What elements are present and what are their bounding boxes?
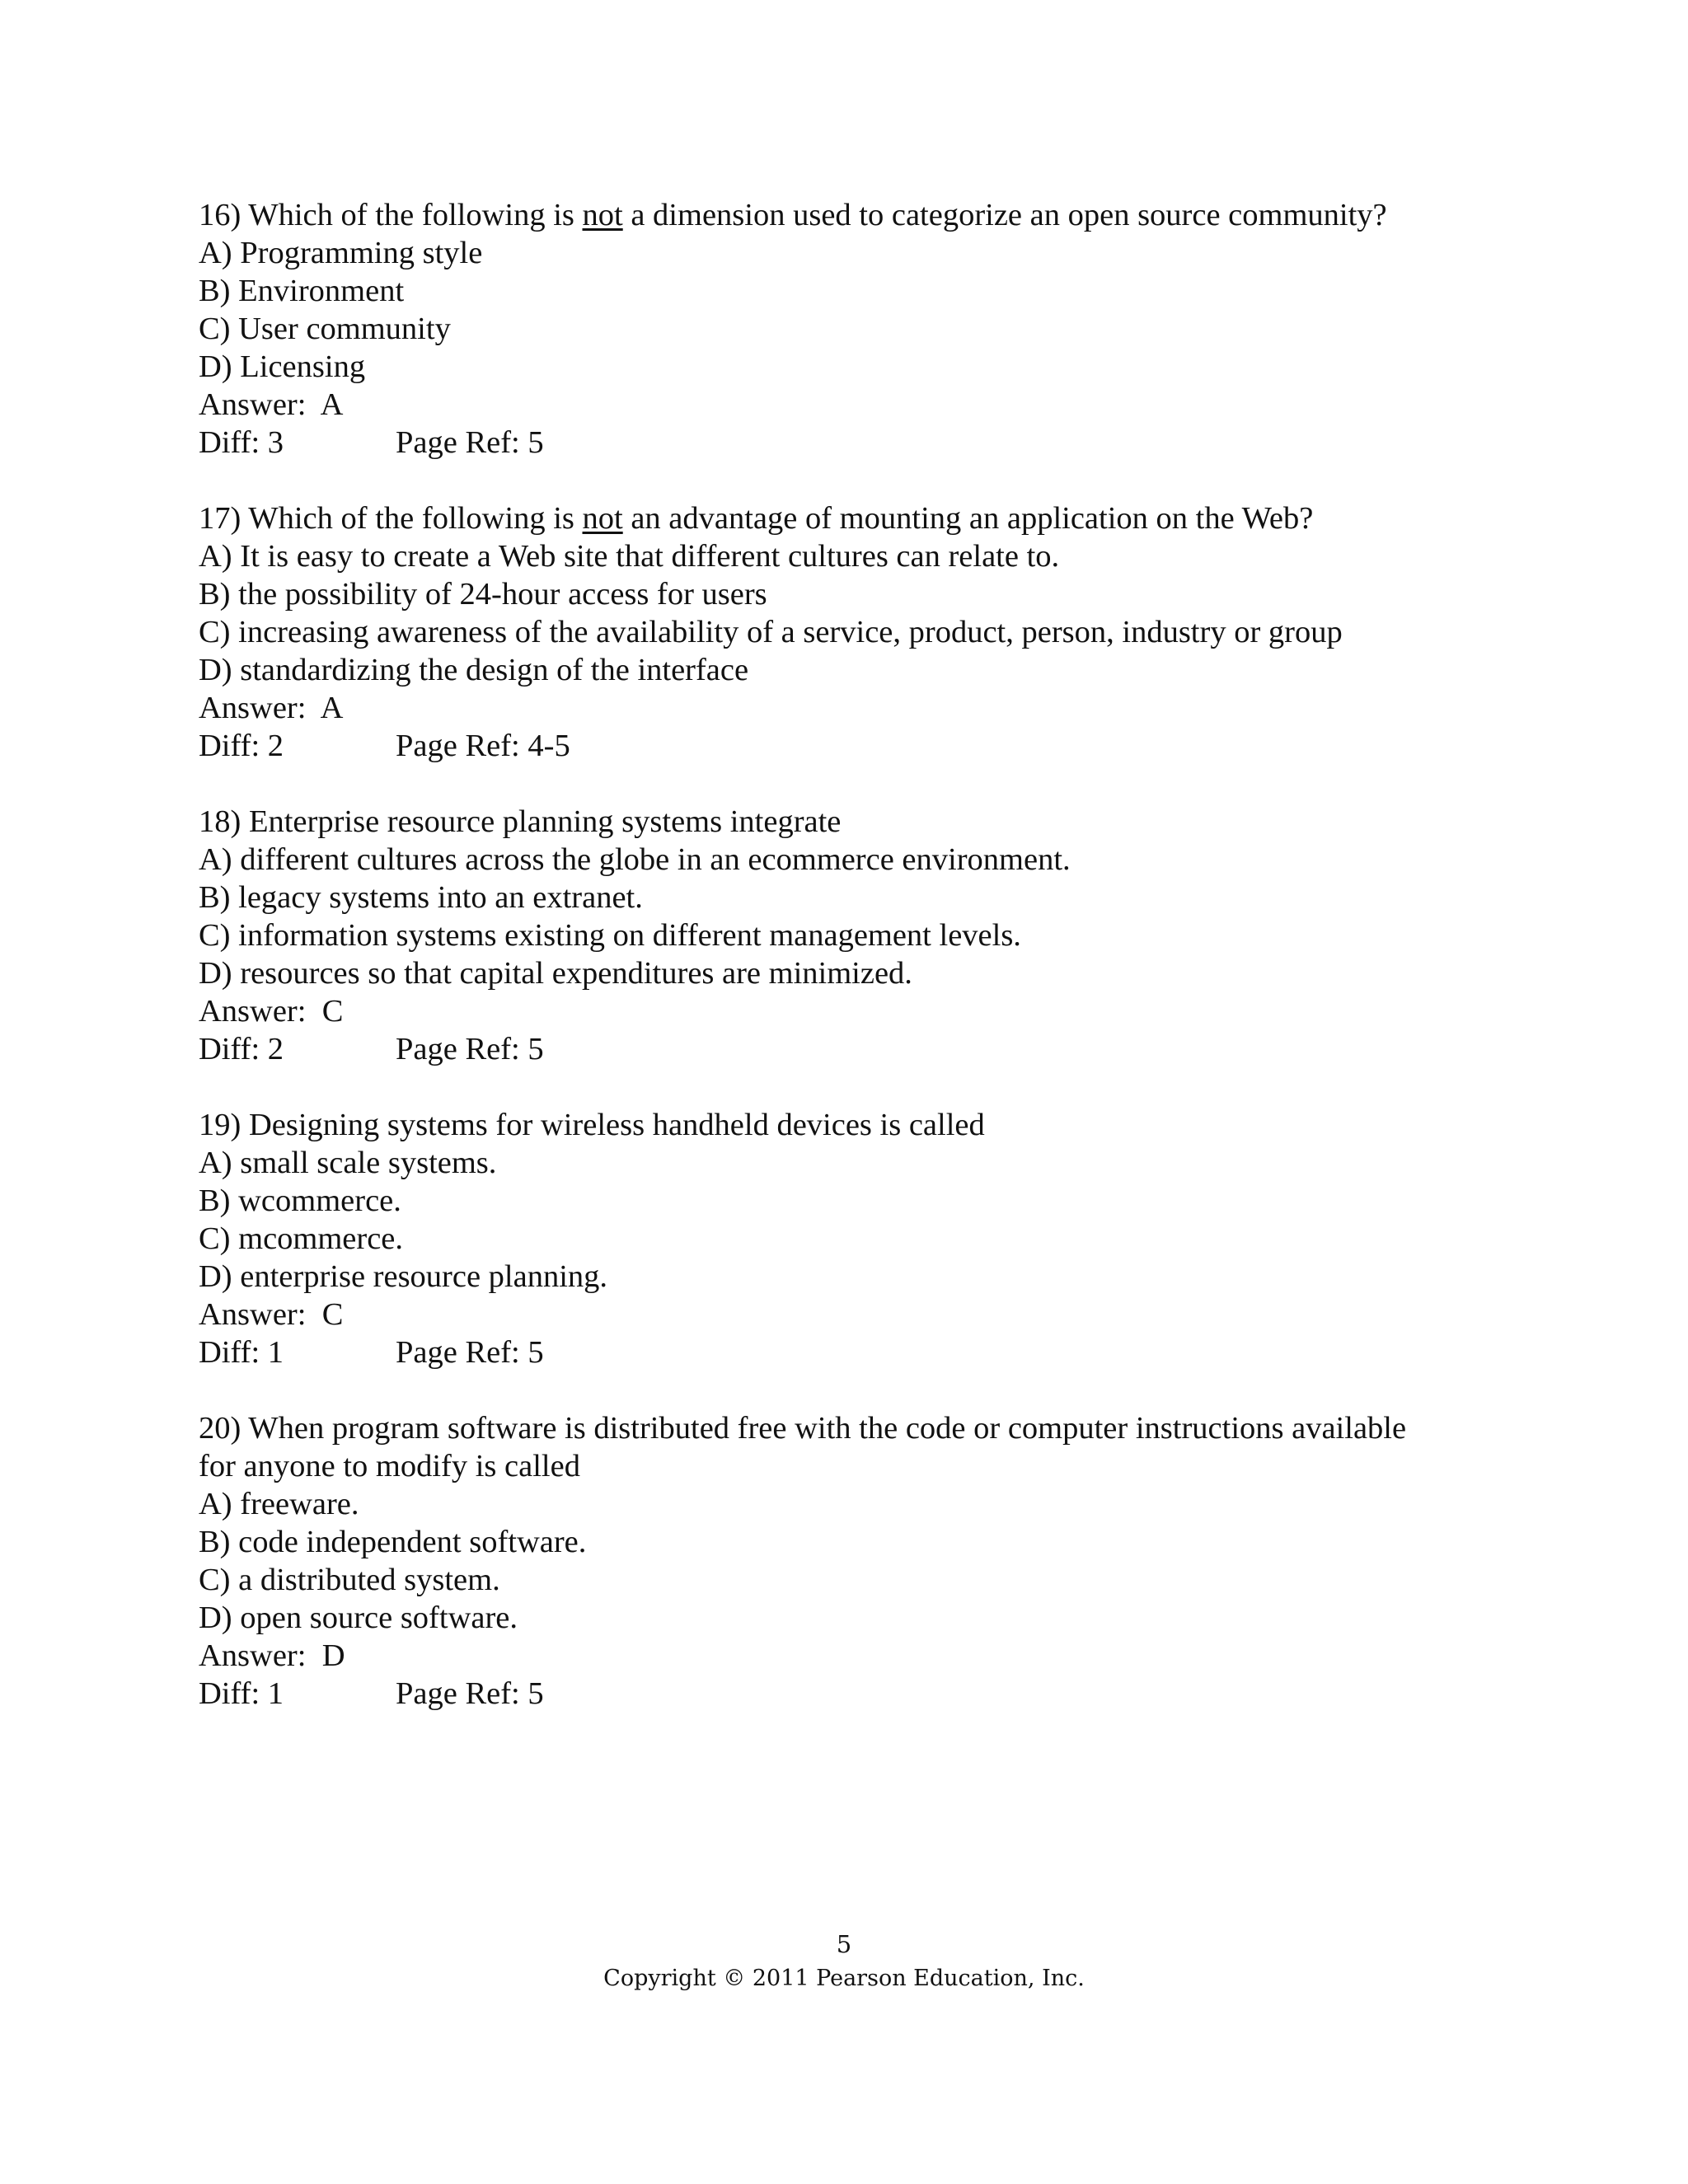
question-number: 20)	[199, 1411, 241, 1446]
option-c: C) information systems existing on different management levels.	[199, 918, 1021, 953]
stem-emphasis: not	[582, 198, 623, 232]
question-stem	[199, 803, 1517, 841]
option-b: B) Environment	[199, 274, 405, 308]
page-ref: Page Ref: 5	[396, 1335, 544, 1370]
answer: Answer: C	[199, 994, 344, 1029]
stem-text: When program software is distributed free with the code or computer instructions available	[248, 1411, 1407, 1446]
question-meta	[199, 1675, 1517, 1713]
option-a: A) different cultures across the globe in an ecommerce environment.	[199, 842, 1071, 877]
question-17	[199, 499, 1517, 765]
option-a: A) freeware.	[199, 1487, 359, 1521]
question-stem	[199, 196, 1517, 234]
difficulty: Diff: 2	[199, 729, 284, 763]
difficulty: Diff: 1	[199, 1335, 284, 1370]
question-stem	[199, 1409, 1517, 1447]
page-ref: Page Ref: 4-5	[396, 729, 570, 763]
option-b: B) legacy systems into an extranet.	[199, 880, 643, 915]
copyright-notice: Copyright © 2011 Pearson Education, Inc.	[603, 1966, 1085, 1991]
option-b: B) the possibility of 24-hour access for users	[199, 577, 767, 612]
option-d: D) open source software.	[199, 1601, 518, 1635]
question-stem-continued: for anyone to modify is called	[199, 1449, 580, 1483]
option-d: D) resources so that capital expenditures are minimized.	[199, 956, 912, 991]
question-20	[199, 1409, 1517, 1713]
stem-text: Which of the following is	[248, 501, 583, 536]
option-d: D) standardizing the design of the interface	[199, 653, 749, 687]
question-16	[199, 196, 1517, 462]
difficulty: Diff: 1	[199, 1676, 284, 1711]
question-number: 18)	[199, 804, 241, 839]
question-number: 16)	[199, 198, 241, 232]
answer: Answer: A	[199, 691, 344, 725]
question-stem	[199, 1106, 1517, 1144]
option-d: D) enterprise resource planning.	[199, 1259, 608, 1294]
stem-emphasis: not	[582, 501, 623, 536]
option-c: C) User community	[199, 312, 451, 346]
answer: Answer: C	[199, 1297, 344, 1332]
page-ref: Page Ref: 5	[396, 425, 544, 460]
question-number: 17)	[199, 501, 241, 536]
option-c: C) a distributed system.	[199, 1563, 500, 1597]
stem-text: a dimension used to categorize an open source community?	[622, 198, 1387, 232]
answer: Answer: D	[199, 1638, 345, 1673]
difficulty: Diff: 2	[199, 1032, 284, 1066]
option-b: B) wcommerce.	[199, 1183, 401, 1218]
option-b: B) code independent software.	[199, 1525, 587, 1559]
stem-text: Designing systems for wireless handheld devices is called	[248, 1108, 985, 1142]
option-a: A) small scale systems.	[199, 1146, 497, 1180]
question-meta	[199, 1333, 1517, 1371]
answer: Answer: A	[199, 387, 344, 422]
stem-text: an advantage of mounting an application on the Web?	[622, 501, 1314, 536]
question-stem	[199, 499, 1517, 537]
stem-text: Enterprise resource planning systems integrate	[248, 804, 842, 839]
page-ref: Page Ref: 5	[396, 1676, 544, 1711]
stem-text: Which of the following is	[248, 198, 583, 232]
question-number: 19)	[199, 1108, 241, 1142]
option-a: A) Programming style	[199, 236, 483, 270]
question-list	[199, 196, 1517, 1750]
option-a: A) It is easy to create a Web site that different cultures can relate to.	[199, 539, 1060, 574]
option-c: C) increasing awareness of the availability of a service, product, person, industry or group	[199, 615, 1343, 649]
question-meta	[199, 424, 1517, 462]
question-19	[199, 1106, 1517, 1371]
question-18	[199, 803, 1517, 1068]
page-number: 5	[836, 1930, 852, 1958]
difficulty: Diff: 3	[199, 425, 284, 460]
option-c: C) mcommerce.	[199, 1221, 404, 1256]
page-ref: Page Ref: 5	[396, 1032, 544, 1066]
question-meta	[199, 1030, 1517, 1068]
option-d: D) Licensing	[199, 349, 366, 384]
question-meta	[199, 727, 1517, 765]
